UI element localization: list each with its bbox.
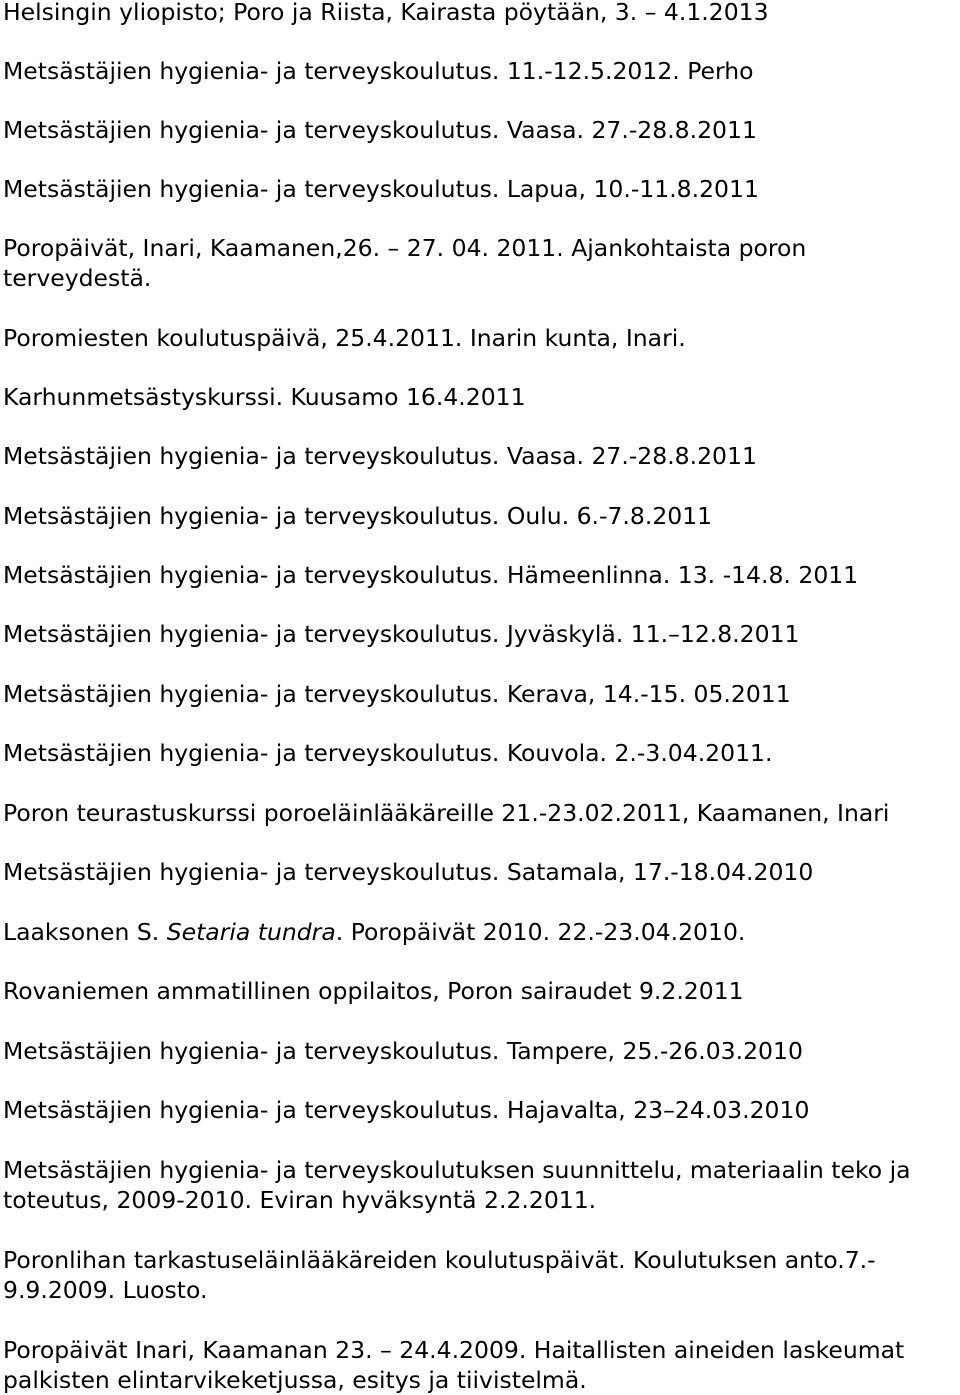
list-item: Poron teurastuskurssi poroeläinlääkäreille 21.-23.02.2011, Kaamanen, Inari (3, 799, 890, 827)
list-item: Metsästäjien hygienia- ja terveyskoulutus. Vaasa. 27.-28.8.2011 (3, 442, 757, 470)
list-item: Metsästäjien hygienia- ja terveyskoulutus. Vaasa. 27.-28.8.2011 (3, 116, 757, 144)
list-item: Metsästäjien hygienia- ja terveyskoulutus. Satamala, 17.-18.04.2010 (3, 858, 814, 886)
species-name: Setaria tundra (166, 918, 336, 946)
list-item: Metsästäjien hygienia- ja terveyskoulutus. Oulu. 6.-7.8.2011 (3, 502, 713, 530)
list-item: Poropäivät Inari, Kaamanan 23. – 24.4.2009. Haitallisten aineiden laskeumat palkisten elintarvikeketjussa, esitys ja tiivistelmä. (3, 1336, 905, 1394)
list-item: Karhunmetsästyskurssi. Kuusamo 16.4.2011 (3, 383, 526, 411)
list-item: Metsästäjien hygienia- ja terveyskoulutus. Kouvola. 2.-3.04.2011. (3, 739, 773, 767)
list-item: Metsästäjien hygienia- ja terveyskoulutus. 11.-12.5.2012. Perho (3, 57, 754, 85)
list-item: Metsästäjien hygienia- ja terveyskoulutus. Hajavalta, 23–24.03.2010 (3, 1096, 810, 1124)
list-item: Metsästäjien hygienia- ja terveyskoulutus. Tampere, 25.-26.03.2010 (3, 1037, 803, 1065)
list-item: Helsingin yliopisto; Poro ja Riista, Kairasta pöytään, 3. – 4.1.2013 (3, 0, 769, 26)
list-item: Poronlihan tarkastuseläinlääkäreiden koulutuspäivät. Koulutuksen anto.7.- 9.9.2009. Luosto. (3, 1246, 876, 1304)
list-item: Metsästäjien hygienia- ja terveyskoulutus. Hämeenlinna. 13. -14.8. 2011 (3, 561, 859, 589)
list-item: Metsästäjien hygienia- ja terveyskoulutus. Lapua, 10.-11.8.2011 (3, 175, 759, 203)
list-item: Poropäivät, Inari, Kaamanen,26. – 27. 04. 2011. Ajankohtaista poron terveydestä. (3, 234, 807, 292)
list-item: Metsästäjien hygienia- ja terveyskoulutus. Kerava, 14.-15. 05.2011 (3, 680, 791, 708)
list-item: Metsästäjien hygienia- ja terveyskoulutus. Jyväskylä. 11.–12.8.2011 (3, 620, 800, 648)
list-item: Metsästäjien hygienia- ja terveyskoulutuksen suunnittelu, materiaalin teko ja toteutus, 2009-2010. Eviran hyväksyntä 2.2.2011. (3, 1156, 911, 1214)
list-item: Poromiesten koulutuspäivä, 25.4.2011. Inarin kunta, Inari. (3, 324, 686, 352)
list-item: Laaksonen S. Setaria tundra. Poropäivät 2010. 22.-23.04.2010. (3, 918, 746, 946)
list-item: Rovaniemen ammatillinen oppilaitos, Poron sairaudet 9.2.2011 (3, 977, 744, 1005)
